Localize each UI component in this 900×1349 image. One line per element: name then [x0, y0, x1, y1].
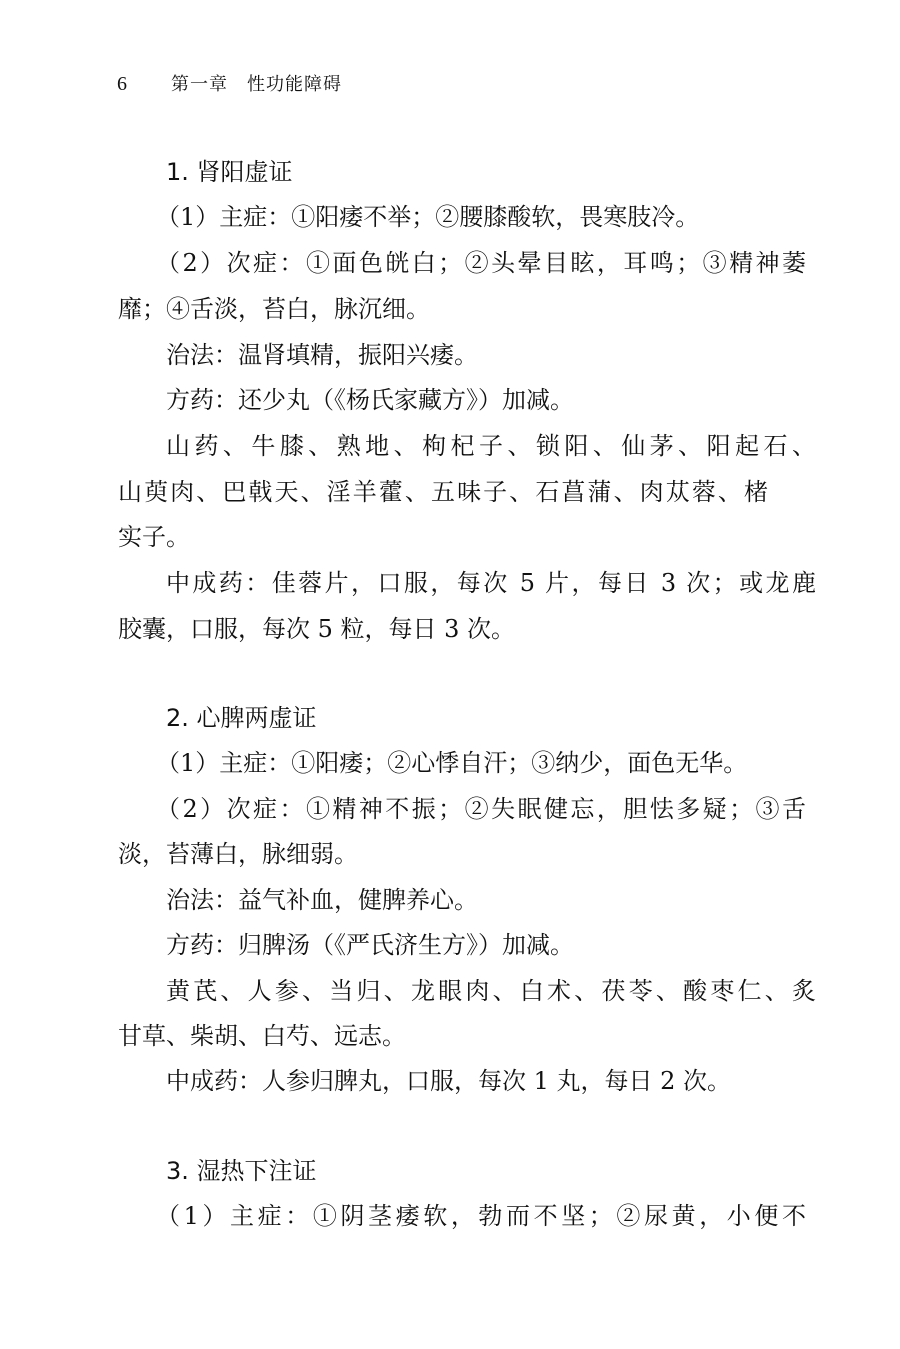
treatment-line: 治法：益气补血，健脾养心。: [166, 886, 478, 914]
herbs-line: 黄芪、人参、当归、龙眼肉、白术、茯苓、酸枣仁、炙: [166, 977, 816, 1005]
page-number: 6: [117, 73, 127, 95]
herbs-line: 山药、牛膝、熟地、枸杞子、锁阳、仙茅、阳起石、: [166, 432, 816, 460]
main-symptom-line: （1）主症：①阳痿不举；②腰膝酸软，畏寒肢冷。: [156, 203, 700, 231]
chapter-title: 第一章 性功能障碍: [171, 74, 342, 95]
section-heading: 2. 心脾两虚证: [166, 704, 317, 732]
running-header: [117, 70, 342, 96]
secondary-symptom-line: （2）次症：①面色㿠白；②头晕目眩，耳鸣；③精神萎: [156, 249, 806, 277]
patent-medicine-line: 中成药：人参归脾丸，口服，每次 1 丸，每日 2 次。: [166, 1067, 732, 1095]
secondary-symptom-line: 靡；④舌淡，苔白，脉沉细。: [118, 295, 430, 323]
patent-medicine-line: 胶囊，口服，每次 5 粒，每日 3 次。: [118, 615, 516, 643]
main-symptom-line: （1）主症：①阴茎痿软，勃而不坚；②尿黄，小便不: [156, 1202, 806, 1230]
prescription-line: 方药：还少丸（《杨氏家藏方》）加减。: [166, 386, 574, 414]
secondary-symptom-line: 淡，苔薄白，脉细弱。: [118, 840, 358, 868]
prescription-line: 方药：归脾汤（《严氏济生方》）加减。: [166, 931, 574, 959]
secondary-symptom-line: （2）次症：①精神不振；②失眠健忘，胆怯多疑；③舌: [156, 795, 806, 823]
herbs-line: 实子。: [118, 523, 190, 551]
main-symptom-line: （1）主症：①阳痿；②心悸自汗；③纳少，面色无华。: [156, 749, 748, 777]
section-heading: 1. 肾阳虚证: [166, 158, 293, 186]
treatment-line: 治法：温肾填精，振阳兴痿。: [166, 341, 478, 369]
herbs-line: 甘草、柴胡、白芍、远志。: [118, 1022, 406, 1050]
patent-medicine-line: 中成药：佳蓉片，口服，每次 5 片，每日 3 次；或龙鹿: [166, 569, 816, 597]
herbs-line: 山萸肉、巴戟天、淫羊藿、五味子、石菖蒲、肉苁蓉、楮: [118, 478, 768, 506]
section-heading: 3. 湿热下注证: [166, 1157, 317, 1185]
